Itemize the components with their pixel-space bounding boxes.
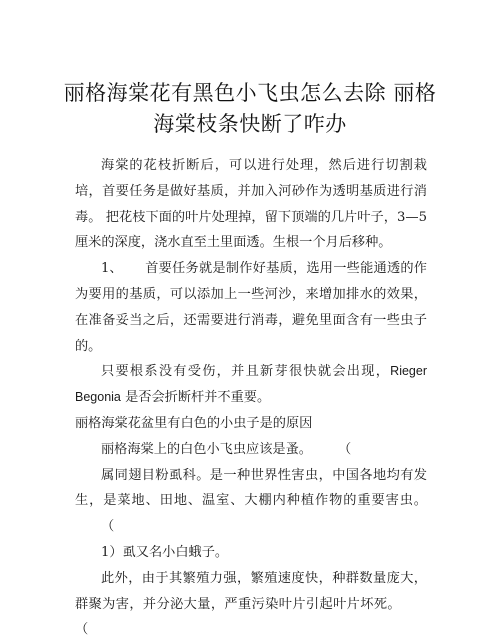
paragraph-3-text-after: 是否会折断杆并不重要。	[120, 390, 271, 406]
paragraph-2	[75, 256, 427, 359]
paragraph-5-trailing: （	[338, 441, 352, 457]
paragraph-6	[75, 463, 427, 540]
paragraph-5	[75, 437, 427, 463]
document-body	[75, 153, 427, 643]
paragraph-8	[75, 566, 427, 643]
list-number: 1、	[101, 261, 123, 277]
paragraph-1: 海棠的花枝折断后，可以进行处理，然后进行切割栽培，首要任务是做好基质，并加入河砂作为透明基质进行消毒。 把花枝下面的叶片处理掉，留下顶端的几片叶子，3—5 厘米的深度，浇水直至土里面透。生根一个月后移种。	[75, 158, 427, 251]
document-title: 丽格海棠花有黑色小飞虫怎么去除 丽格海棠枝条快断了咋办	[63, 81, 437, 136]
paragraph-3-text-before: 只要根系没有受伤，并且新芽很快就会出现，	[101, 364, 391, 380]
latin-name: Rieger Begonia	[75, 364, 427, 405]
section-heading: 丽格海棠花盆里有白色的小虫子是的原因	[75, 415, 313, 431]
paragraph-8-text: 此外，由于其繁殖力强，繁殖速度快，种群数量庞大，群聚为害，并分泌大量，严重污染叶片引起叶片坏死。	[75, 570, 427, 612]
paragraph-2-text: 首要任务就是制作好基质，选用一些能通透的作为要用的基质，可以添加上一些河沙，来增加排水的效果，在准备妥当之后，还需要进行消毒，避免里面含有一些虫子的。	[75, 261, 427, 354]
paragraph-3	[75, 359, 427, 411]
paragraph-7: 1）虱又名小白蛾子。	[101, 544, 229, 560]
paragraph-6-trailing: （	[101, 519, 115, 535]
paragraph-5-text: 丽格海棠上的白色小飞虫应该是蚤。	[101, 441, 312, 457]
paragraph-8-trailing: （	[75, 622, 89, 638]
paragraph-6-text: 属同翅目粉虱科。是一种世界性害虫，中国各地均有发生，是菜地、田地、温室、大棚内种植作物的重要害虫。	[75, 467, 427, 509]
